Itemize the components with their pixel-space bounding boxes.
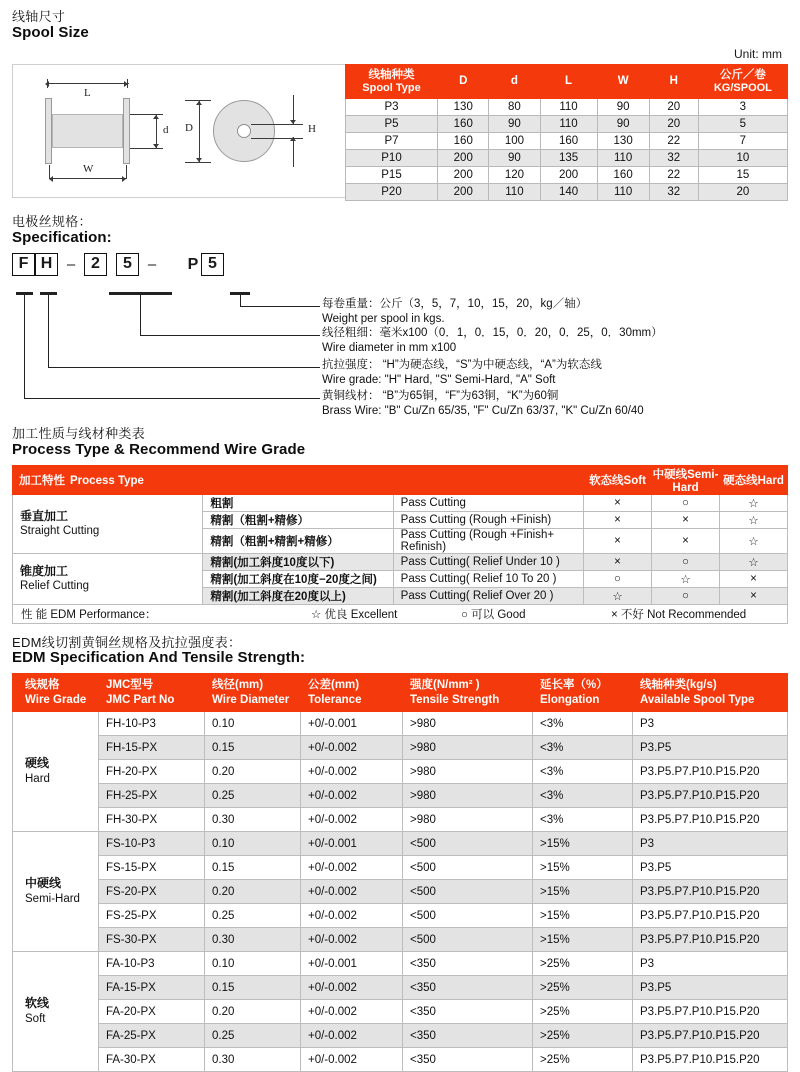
- circle-icon: ○: [461, 608, 468, 621]
- spool-col-H: H: [649, 65, 698, 99]
- cell-part-no: FH-30-PX: [99, 808, 205, 832]
- cell-d: 100: [489, 133, 540, 150]
- edm-col-elongation: 延长率（%） Elongation: [533, 674, 633, 712]
- spool-col-d: d: [489, 65, 540, 99]
- spool-table-body: [345, 99, 787, 201]
- cell-tolerance: +0/-0.002: [301, 808, 403, 832]
- code-char-dia-1: 2: [84, 253, 107, 276]
- table-row: [13, 1000, 788, 1024]
- unit-label: Unit: mm: [734, 47, 782, 62]
- spool-size-heading: [12, 10, 788, 41]
- cell-W: 110: [597, 184, 649, 201]
- process-title-cn: 加工性质与线材种类表: [12, 426, 146, 442]
- cell-diameter: 0.10: [205, 952, 301, 976]
- cell-W: 90: [597, 99, 649, 116]
- table-row: [345, 167, 787, 184]
- cell-tolerance: +0/-0.002: [301, 784, 403, 808]
- table-row: [13, 712, 788, 736]
- spool-size-title-en: Spool Size: [12, 23, 89, 41]
- process-name-cn: 精割（粗割+精割+精修）: [203, 528, 393, 553]
- cell-diameter: 0.30: [205, 928, 301, 952]
- cell-elongation: >15%: [533, 832, 633, 856]
- table-row: [13, 856, 788, 880]
- edm-group-hard: 硬线 Hard: [13, 712, 99, 832]
- cell-tolerance: +0/-0.002: [301, 976, 403, 1000]
- cell-elongation: <3%: [533, 736, 633, 760]
- edm-col-diameter: 线径(mm) Wire Diameter: [205, 674, 301, 712]
- cell-kg: 15: [698, 167, 787, 184]
- table-row: [13, 808, 788, 832]
- cell-diameter: 0.20: [205, 1000, 301, 1024]
- cell-part-no: FA-10-P3: [99, 952, 205, 976]
- cell-spool-type: P3.P5.P7.P10.P15.P20: [633, 1000, 788, 1024]
- rating-soft: ×: [584, 553, 652, 570]
- cell-tolerance: +0/-0.002: [301, 904, 403, 928]
- cell-kg: 3: [698, 99, 787, 116]
- cell-elongation: >25%: [533, 1024, 633, 1048]
- cell-diameter: 0.25: [205, 904, 301, 928]
- cell-W: 160: [597, 167, 649, 184]
- cell-W: 130: [597, 133, 649, 150]
- cell-tensile: >980: [403, 760, 533, 784]
- cell-tolerance: +0/-0.002: [301, 1048, 403, 1072]
- edm-col-part-no: JMC型号 JMC Part No: [99, 674, 205, 712]
- legend-weight: 每卷重量：公斤（3，5，7，10，15，20，kg／轴） Weight per spool in kgs.: [322, 298, 588, 326]
- cell-diameter: 0.20: [205, 760, 301, 784]
- cell-tensile: <500: [403, 832, 533, 856]
- rating-hard: ☆: [720, 553, 788, 570]
- cell-H: 22: [649, 133, 698, 150]
- table-row: [13, 952, 788, 976]
- cell-kg: 20: [698, 184, 787, 201]
- cell-type: P15: [345, 167, 437, 184]
- dim-label-H: H: [308, 123, 316, 136]
- process-table-header-row: [13, 465, 788, 494]
- rating-soft: ○: [584, 570, 652, 587]
- table-row: [13, 880, 788, 904]
- process-name-cn: 精割(加工斜度在20度以上): [203, 587, 393, 604]
- cell-tolerance: +0/-0.001: [301, 952, 403, 976]
- cell-tensile: <350: [403, 1024, 533, 1048]
- spool-diagram: [12, 64, 345, 198]
- specification-title-cn: 电极丝规格：: [12, 214, 92, 230]
- cell-diameter: 0.15: [205, 856, 301, 880]
- performance-legend-row: [13, 604, 788, 623]
- spool-col-D: D: [438, 65, 489, 99]
- cell-tensile: <350: [403, 1000, 533, 1024]
- cell-part-no: FS-25-PX: [99, 904, 205, 928]
- rating-soft: ×: [584, 511, 652, 528]
- cell-tolerance: +0/-0.002: [301, 856, 403, 880]
- table-row: [13, 928, 788, 952]
- cell-d: 110: [489, 184, 540, 201]
- dim-label-D: D: [185, 122, 193, 135]
- process-col-soft: 软态线Soft: [584, 465, 652, 494]
- cell-tensile: <500: [403, 928, 533, 952]
- rating-hard: ×: [720, 587, 788, 604]
- spool-size-table: [345, 64, 788, 201]
- cell-tensile: <350: [403, 1048, 533, 1072]
- cell-L: 140: [540, 184, 597, 201]
- edm-group-soft: 软线 Soft: [13, 952, 99, 1072]
- cell-spool-type: P3.P5.P7.P10.P15.P20: [633, 1024, 788, 1048]
- dim-label-d: d: [163, 124, 169, 137]
- process-name-cn: 粗割: [203, 494, 393, 511]
- cell-diameter: 0.10: [205, 832, 301, 856]
- rating-hard: ×: [720, 570, 788, 587]
- cell-D: 200: [438, 184, 489, 201]
- spool-flange-right: [123, 98, 130, 164]
- table-row: [13, 553, 788, 570]
- dim-label-L: L: [84, 87, 91, 100]
- code-char-grade: H: [35, 253, 58, 276]
- table-row: [13, 1024, 788, 1048]
- cell-diameter: 0.25: [205, 1024, 301, 1048]
- cell-type: P10: [345, 150, 437, 167]
- star-icon: ☆: [311, 608, 322, 621]
- cell-kg: 10: [698, 150, 787, 167]
- cell-H: 32: [649, 150, 698, 167]
- process-header-lead: 加工特性 Process Type: [13, 465, 584, 494]
- process-group-relief: 锥度加工 Relief Cutting: [13, 553, 203, 604]
- edm-title-cn: EDM线切割黄铜丝规格及抗拉强度表：: [12, 634, 242, 650]
- cell-spool-type: P3.P5.P7.P10.P15.P20: [633, 1048, 788, 1072]
- cell-elongation: >25%: [533, 1048, 633, 1072]
- table-row: [13, 736, 788, 760]
- cell-elongation: >15%: [533, 880, 633, 904]
- cell-part-no: FH-15-PX: [99, 736, 205, 760]
- cell-L: 160: [540, 133, 597, 150]
- table-row: [13, 832, 788, 856]
- rating-soft: ×: [584, 494, 652, 511]
- cell-D: 160: [438, 133, 489, 150]
- cell-L: 135: [540, 150, 597, 167]
- cell-part-no: FH-10-P3: [99, 712, 205, 736]
- rating-soft: ×: [584, 528, 652, 553]
- cell-H: 20: [649, 116, 698, 133]
- rating-hard: ☆: [720, 528, 788, 553]
- process-type-table: [12, 465, 788, 624]
- process-group-straight: 垂直加工 Straight Cutting: [13, 494, 203, 553]
- cell-part-no: FH-25-PX: [99, 784, 205, 808]
- cell-tolerance: +0/-0.002: [301, 760, 403, 784]
- cell-elongation: >25%: [533, 952, 633, 976]
- cell-diameter: 0.25: [205, 784, 301, 808]
- rating-soft: ☆: [584, 587, 652, 604]
- edm-col-grade: 线规格 Wire Grade: [13, 674, 99, 712]
- table-row: [345, 184, 787, 201]
- cell-tensile: <500: [403, 880, 533, 904]
- cell-L: 110: [540, 99, 597, 116]
- process-name-cn: 精割(加工斜度在10度−20度之间): [203, 570, 393, 587]
- cell-spool-type: P3.P5: [633, 976, 788, 1000]
- edm-col-tolerance: 公差(mm) Tolerance: [301, 674, 403, 712]
- cell-tensile: <350: [403, 952, 533, 976]
- code-dash-2: –: [147, 255, 157, 273]
- cell-D: 130: [438, 99, 489, 116]
- spool-col-type: 线轴种类 Spool Type: [345, 65, 437, 99]
- process-name-en: Pass Cutting (Rough +Finish+ Refinish): [393, 528, 583, 553]
- rating-semi: ○: [652, 553, 720, 570]
- table-row: [13, 494, 788, 511]
- cell-elongation: <3%: [533, 712, 633, 736]
- cell-part-no: FA-30-PX: [99, 1048, 205, 1072]
- cell-W: 90: [597, 116, 649, 133]
- spool-table-header-row: [345, 65, 787, 99]
- cell-part-no: FS-30-PX: [99, 928, 205, 952]
- cell-tolerance: +0/-0.002: [301, 736, 403, 760]
- edm-table-header-row: [13, 674, 788, 712]
- table-row: [345, 133, 787, 150]
- rating-semi: ☆: [652, 570, 720, 587]
- cell-elongation: >15%: [533, 856, 633, 880]
- performance-item-good: ○ 可以 Good: [461, 608, 526, 621]
- cell-type: P20: [345, 184, 437, 201]
- specification-title-en: Specification:: [12, 228, 112, 246]
- performance-item-not-recommended: × 不好 Not Recommended: [611, 608, 747, 621]
- cell-part-no: FA-25-PX: [99, 1024, 205, 1048]
- process-heading: [12, 427, 788, 458]
- cell-tensile: <500: [403, 856, 533, 880]
- cell-elongation: >15%: [533, 904, 633, 928]
- legend-brass-wire: 黄铜线材： “B”为65铜，“F”为63铜，“K”为60铜 Brass Wire: "B" Cu/Zn 65/35, "F" Cu/Zn 63/37, "K" Cu/Zn 60/40: [322, 390, 644, 418]
- process-name-en: Pass Cutting (Rough +Finish): [393, 511, 583, 528]
- cell-spool-type: P3.P5.P7.P10.P15.P20: [633, 760, 788, 784]
- code-char-dia-2: 5: [116, 253, 139, 276]
- cell-diameter: 0.30: [205, 1048, 301, 1072]
- spool-size-block: [12, 64, 788, 201]
- rating-semi: ○: [652, 587, 720, 604]
- cell-H: 22: [649, 167, 698, 184]
- cell-tensile: >980: [403, 784, 533, 808]
- legend-diameter: 线径粗细：毫米x100（0．1，0．15，0．20，0．25，0．30mm） Wire diameter in mm x100: [322, 327, 663, 355]
- cell-elongation: <3%: [533, 784, 633, 808]
- cell-part-no: FS-15-PX: [99, 856, 205, 880]
- cell-tensile: <350: [403, 976, 533, 1000]
- cell-part-no: FA-20-PX: [99, 1000, 205, 1024]
- cell-tensile: >980: [403, 736, 533, 760]
- cell-part-no: FA-15-PX: [99, 976, 205, 1000]
- edm-col-spool-type: 线轴种类(kg/s) Available Spool Type: [633, 674, 788, 712]
- cell-D: 200: [438, 167, 489, 184]
- cell-tolerance: +0/-0.002: [301, 928, 403, 952]
- cell-L: 110: [540, 116, 597, 133]
- table-row: [13, 760, 788, 784]
- process-name-en: Pass Cutting( Relief Under 10 ): [393, 553, 583, 570]
- edm-table-body: [13, 712, 788, 1072]
- cell-spool-type: P3: [633, 832, 788, 856]
- cell-diameter: 0.30: [205, 808, 301, 832]
- code-char-spool: 5: [201, 253, 224, 276]
- cell-elongation: <3%: [533, 760, 633, 784]
- cell-tensile: >980: [403, 712, 533, 736]
- table-row: [345, 99, 787, 116]
- cell-tensile: >980: [403, 808, 533, 832]
- cell-kg: 7: [698, 133, 787, 150]
- cell-spool-type: P3.P5.P7.P10.P15.P20: [633, 904, 788, 928]
- cross-icon: ×: [611, 608, 618, 621]
- cell-part-no: FS-20-PX: [99, 880, 205, 904]
- table-row: [13, 784, 788, 808]
- cell-D: 160: [438, 116, 489, 133]
- cell-tolerance: +0/-0.001: [301, 832, 403, 856]
- cell-d: 120: [489, 167, 540, 184]
- spool-col-kg: 公斤／卷 KG/SPOOL: [698, 65, 787, 99]
- cell-part-no: FS-10-P3: [99, 832, 205, 856]
- edm-col-tensile: 强度(N/mm² ) Tensile Strength: [403, 674, 533, 712]
- cell-spool-type: P3.P5.P7.P10.P15.P20: [633, 808, 788, 832]
- code-dash-1: –: [66, 255, 76, 273]
- table-row: [345, 116, 787, 133]
- specification-heading: [12, 215, 788, 246]
- cell-tolerance: +0/-0.002: [301, 1000, 403, 1024]
- cell-H: 32: [649, 184, 698, 201]
- legend-wire-grade: 抗拉强度： “H”为硬态线，“S”为中硬态线，“A”为软态线 Wire grade: "H" Hard, "S" Semi-Hard, "A" Soft: [322, 359, 602, 387]
- rating-semi: ×: [652, 528, 720, 553]
- dim-label-W: W: [83, 163, 94, 176]
- cell-d: 90: [489, 116, 540, 133]
- rating-semi: ○: [652, 494, 720, 511]
- process-name-en: Pass Cutting( Relief 10 To 20 ): [393, 570, 583, 587]
- code-char-brass: F: [12, 253, 35, 276]
- table-row: [13, 904, 788, 928]
- cell-elongation: >25%: [533, 1000, 633, 1024]
- cell-spool-type: P3: [633, 712, 788, 736]
- edm-specification-table: [12, 673, 788, 1072]
- cell-tensile: <500: [403, 904, 533, 928]
- cell-spool-type: P3.P5.P7.P10.P15.P20: [633, 880, 788, 904]
- cell-spool-type: P3.P5: [633, 736, 788, 760]
- cell-tolerance: +0/-0.002: [301, 880, 403, 904]
- cell-diameter: 0.15: [205, 736, 301, 760]
- cell-diameter: 0.10: [205, 712, 301, 736]
- cell-type: P3: [345, 99, 437, 116]
- process-name-en: Pass Cutting: [393, 494, 583, 511]
- cell-D: 200: [438, 150, 489, 167]
- rating-hard: ☆: [720, 494, 788, 511]
- edm-section: [12, 636, 788, 1072]
- cell-diameter: 0.15: [205, 976, 301, 1000]
- edm-group-semi-hard: 中硬线 Semi-Hard: [13, 832, 99, 952]
- cell-spool-type: P3.P5: [633, 856, 788, 880]
- cell-spool-type: P3: [633, 952, 788, 976]
- edm-title-en: EDM Specification And Tensile Strength:: [12, 649, 306, 667]
- cell-tolerance: +0/-0.001: [301, 712, 403, 736]
- cell-L: 200: [540, 167, 597, 184]
- process-name-cn: 精割（粗割+精修）: [203, 511, 393, 528]
- performance-item-excellent: ☆ 优良 Excellent: [311, 608, 398, 621]
- spool-size-title-cn: 线轴尺寸: [12, 9, 66, 24]
- cell-d: 80: [489, 99, 540, 116]
- table-row: [345, 150, 787, 167]
- part-code-display: [12, 253, 788, 276]
- process-col-hard: 硬态线Hard: [720, 465, 788, 494]
- process-col-semi: 中硬线Semi-Hard: [652, 465, 720, 494]
- cell-type: P5: [345, 116, 437, 133]
- process-name-cn: 精割(加工斜度10度以下): [203, 553, 393, 570]
- spool-col-L: L: [540, 65, 597, 99]
- specification-section: [12, 214, 788, 418]
- cell-diameter: 0.20: [205, 880, 301, 904]
- rating-semi: ×: [652, 511, 720, 528]
- edm-heading: [12, 636, 788, 667]
- process-title-en: Process Type & Recommend Wire Grade: [12, 440, 306, 458]
- spool-flange-left: [45, 98, 52, 164]
- process-name-en: Pass Cutting( Relief Over 20 ): [393, 587, 583, 604]
- cell-H: 20: [649, 99, 698, 116]
- table-row: [13, 976, 788, 1000]
- performance-label: 性 能 EDM Performance：: [21, 608, 157, 621]
- cell-part-no: FH-20-PX: [99, 760, 205, 784]
- cell-W: 110: [597, 150, 649, 167]
- cell-elongation: <3%: [533, 808, 633, 832]
- cell-kg: 5: [698, 116, 787, 133]
- cell-spool-type: P3.P5.P7.P10.P15.P20: [633, 928, 788, 952]
- process-section: [12, 427, 788, 623]
- table-row: [13, 1048, 788, 1072]
- cell-type: P7: [345, 133, 437, 150]
- cell-d: 90: [489, 150, 540, 167]
- rating-hard: ☆: [720, 511, 788, 528]
- cell-elongation: >25%: [533, 976, 633, 1000]
- cell-tolerance: +0/-0.002: [301, 1024, 403, 1048]
- cell-elongation: >15%: [533, 928, 633, 952]
- spool-core: [52, 114, 123, 148]
- code-char-p: P: [187, 255, 199, 273]
- cell-spool-type: P3.P5.P7.P10.P15.P20: [633, 784, 788, 808]
- spool-col-W: W: [597, 65, 649, 99]
